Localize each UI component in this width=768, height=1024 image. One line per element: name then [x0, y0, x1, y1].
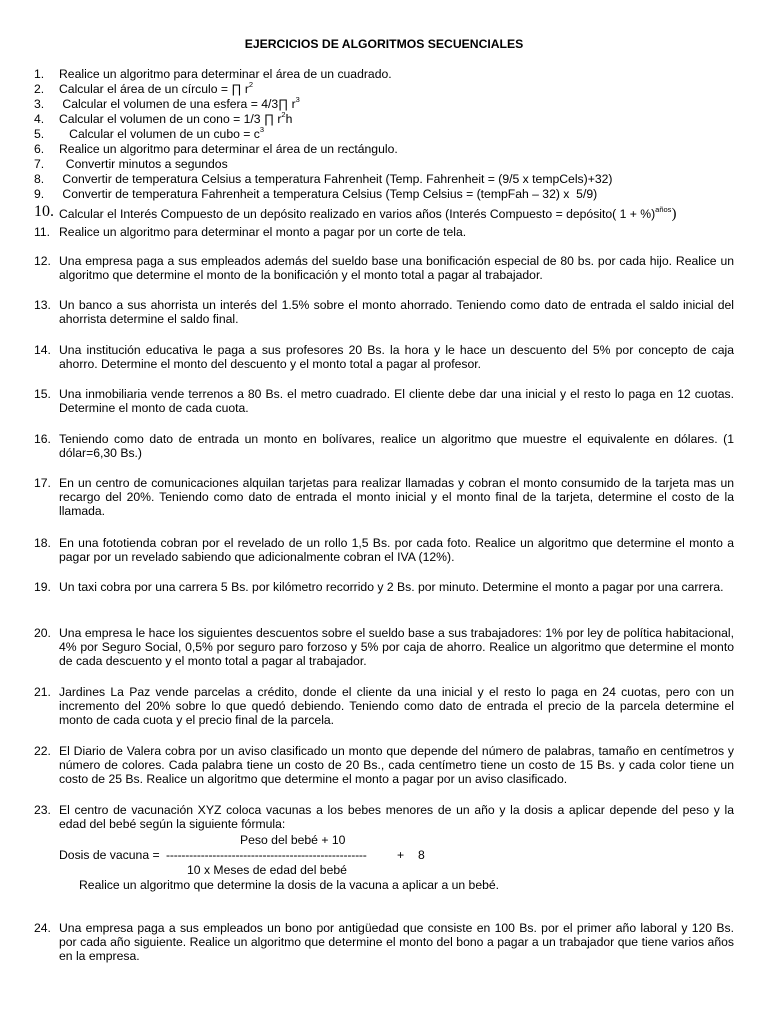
exercise-3 — [34, 97, 734, 111]
exercise-number: 7. — [34, 157, 45, 171]
exercise-text: Una empresa paga a sus empleados un bono por antigüedad que consiste en 100 Bs. por el primer año laboral y 120 Bs. por cada año siguiente. Realice un algoritmo que determine el monto del bono a pagar a un trabajador que tiene varios años en la empresa. — [59, 921, 734, 964]
exercise-20 — [34, 626, 734, 669]
exercise-number: 9. — [34, 187, 45, 201]
exercise-text: Una empresa le hace los siguientes descuentos sobre el sueldo base a sus trabajadores: 1% por ley de política habitacional, 4% por Seguro Social, 0,5% por seguro paro forzoso y 5% por caja de ahorro. Realice un algoritmo que determine el monto de cada descuento y el monto total a pagar al trabajador. — [59, 626, 734, 669]
formula-fraction-bar: ---------------------------------------------------- — [166, 848, 367, 862]
exercise-number: 6. — [34, 142, 45, 156]
exercise-text: Convertir de temperatura Fahrenheit a temperatura Celsius (Temp Celsius = (tempFah – 32) x 5/9) — [59, 187, 598, 201]
exponent: años — [655, 205, 672, 214]
exercise-22 — [34, 744, 734, 787]
exercise-text: En una fototienda cobran por el revelado de un rollo 1,5 Bs. por cada foto. Realice un algoritmo que determine el monto a pagar por un revelado sabiendo que adicionalmente cobran el IVA (12%). — [59, 536, 734, 565]
exercise-number: 3. — [34, 97, 45, 111]
exponent: 2 — [248, 80, 254, 89]
exercise-19 — [34, 580, 734, 594]
exercise-text: El centro de vacunación XYZ coloca vacunas a los bebes menores de un año y la dosis a aplicar depende del peso y la edad del bebé según la siguiente fórmula: — [59, 803, 734, 832]
exercise-23 — [34, 803, 734, 831]
exercise-13 — [34, 298, 734, 326]
exercise-number: 18. — [34, 536, 51, 550]
exercise-8 — [34, 172, 734, 186]
exercise-text: En un centro de comunicaciones alquilan tarjetas para realizar llamadas y cobran el monto consumido de la tarjeta mas un recargo del 20%. Teniendo como dato de entrada el monto inicial y el monto final de la tarjeta, determine el costo de la llamada. — [59, 476, 734, 519]
exercise-text: Convertir de temperatura Celsius a temperatura Fahrenheit (Temp. Fahrenheit = (9/5 x tempCels)+32) — [59, 172, 613, 186]
exercise-text: Teniendo como dato de entrada un monto en bolívares, realice un algoritmo que muestre el equivalente en dólares. (1 dólar=6,30 Bs.) — [59, 432, 734, 461]
exercise-number: 21. — [34, 685, 51, 699]
exercise-text: Jardines La Paz vende parcelas a crédito, donde el cliente da una inicial y el resto lo paga en 24 cuotas, pero con un incremento del 20% sobre lo que quedó debiendo. Teniendo como dato de entrada el precio de la parcela determine el monto de cada cuota y el precio final de la parcela. — [59, 685, 734, 728]
exercise-5 — [34, 127, 734, 141]
exercise-9 — [34, 187, 734, 201]
exercise-2 — [34, 82, 734, 96]
exponent: 2 — [281, 110, 286, 119]
exercise-text: Calcular el Interés Compuesto de un depósito realizado en varios años (Interés Compuesto = depósito( 1 + %)$^{años}$) — [59, 205, 677, 222]
exercise-number: 17. — [34, 476, 51, 490]
exponent: 3 — [259, 125, 265, 134]
exercise-number: 10. — [34, 203, 54, 220]
exercise-number: 23. — [34, 803, 51, 817]
exercise-number: 4. — [34, 112, 45, 126]
exercise-7 — [34, 157, 734, 171]
formula-numerator: Peso del bebé + 10 — [240, 833, 346, 847]
exercise-number: 22. — [34, 744, 51, 758]
exercise-number: 24. — [34, 921, 51, 935]
exercise-text: Realice un algoritmo para determinar el área de un rectángulo. — [59, 142, 398, 156]
exercise-12 — [34, 254, 734, 282]
exercise-text: Realice un algoritmo para determinar el monto a pagar por un corte de tela. — [59, 225, 467, 239]
exercise-number: 8. — [34, 172, 45, 186]
exercise-number: 14. — [34, 343, 51, 357]
exercise-number: 12. — [34, 254, 51, 268]
exercise-18 — [34, 536, 734, 564]
formula-denominator: 10 x Meses de edad del bebé — [187, 863, 347, 877]
formula-plus: + — [397, 848, 405, 862]
exercise-14 — [34, 343, 734, 371]
exercise-text: Realice un algoritmo para determinar el área de un cuadrado. — [59, 67, 392, 81]
exercise-text: Calcular el volumen de una esfera = 4/3∏ $r^3$ — [59, 95, 300, 111]
formula-instruction: Realice un algoritmo que determine la dosis de la vacuna a aplicar a un bebé. — [79, 878, 500, 892]
exponent: 3 — [295, 95, 300, 104]
exercise-1 — [34, 67, 734, 81]
exercise-text: Un taxi cobra por una carrera 5 Bs. por kilómetro recorrido y 2 Bs. por minuto. Determine el monto a pagar por una carrera. — [59, 580, 724, 594]
exercise-number: 1. — [34, 67, 45, 81]
exercise-text: Una institución educativa le paga a sus profesores 20 Bs. la hora y le hace un descuento del 5% por concepto de caja ahorro. Determine el monto del descuento y el monto total a pagar al profesor. — [59, 343, 734, 372]
formula-constant: 8 — [418, 848, 425, 862]
exercise-text: Calcular el volumen de un cubo = $c^3$ — [59, 125, 265, 141]
document-title: EJERCICIOS DE ALGORITMOS SECUENCIALES — [244, 37, 524, 51]
exercise-16 — [34, 432, 734, 460]
exercise-text: Una inmobiliaria vende terrenos a 80 Bs. el metro cuadrado. El cliente debe dar una inicial y el resto lo paga en 12 cuotas. Determine el monto de cada cuota. — [59, 387, 734, 416]
exercise-text: El Diario de Valera cobra por un aviso clasificado un monto que depende del número de palabras, tamaño en centímetros y número de colores. Cada palabra tiene un costo de 20 Bs., cada centímetro tiene un costo de 15 Bs. y cada color tiene un costo de 25 Bs. Realice un algoritmo que determine el monto a pagar por un aviso clasificado. — [59, 744, 734, 787]
exercise-number: 2. — [34, 82, 45, 96]
exercise-number: 11. — [34, 225, 51, 239]
exercise-21 — [34, 685, 734, 728]
exercise-text: Un banco a sus ahorrista un interés del 1.5% sobre el monto ahorrado. Teniendo como dato de entrada el saldo inicial del ahorrista determine el saldo final. — [59, 298, 734, 327]
exercise-15 — [34, 387, 734, 415]
exercise-number: 13. — [34, 298, 51, 312]
exercise-number: 20. — [34, 626, 51, 640]
exercise-text: Una empresa paga a sus empleados además del sueldo base una bonificación especial de 80 bs. por cada hijo. Realice un algoritmo que determine el monto de la bonificación y el monto total a pagar al trabajador. — [59, 254, 734, 283]
exercise-11 — [34, 225, 734, 239]
exercise-text: Convertir minutos a segundos — [59, 157, 228, 171]
exercise-number: 19. — [34, 580, 51, 594]
formula-label: Dosis de vacuna = — [59, 848, 160, 862]
exercise-number: 16. — [34, 432, 51, 446]
exercise-24 — [34, 921, 734, 964]
exercise-10 — [34, 203, 734, 222]
exercise-6 — [34, 142, 734, 156]
exercise-number: 5. — [34, 127, 45, 141]
exercise-text: Calcular el volumen de un cono = 1/3 ∏ $r^2h$ — [59, 110, 293, 126]
exercise-number: 15. — [34, 387, 51, 401]
exercise-4 — [34, 112, 734, 126]
exercise-text: Calcular el área de un círculo = ∏ $r^2$ — [59, 80, 254, 96]
exercise-17 — [34, 476, 734, 519]
